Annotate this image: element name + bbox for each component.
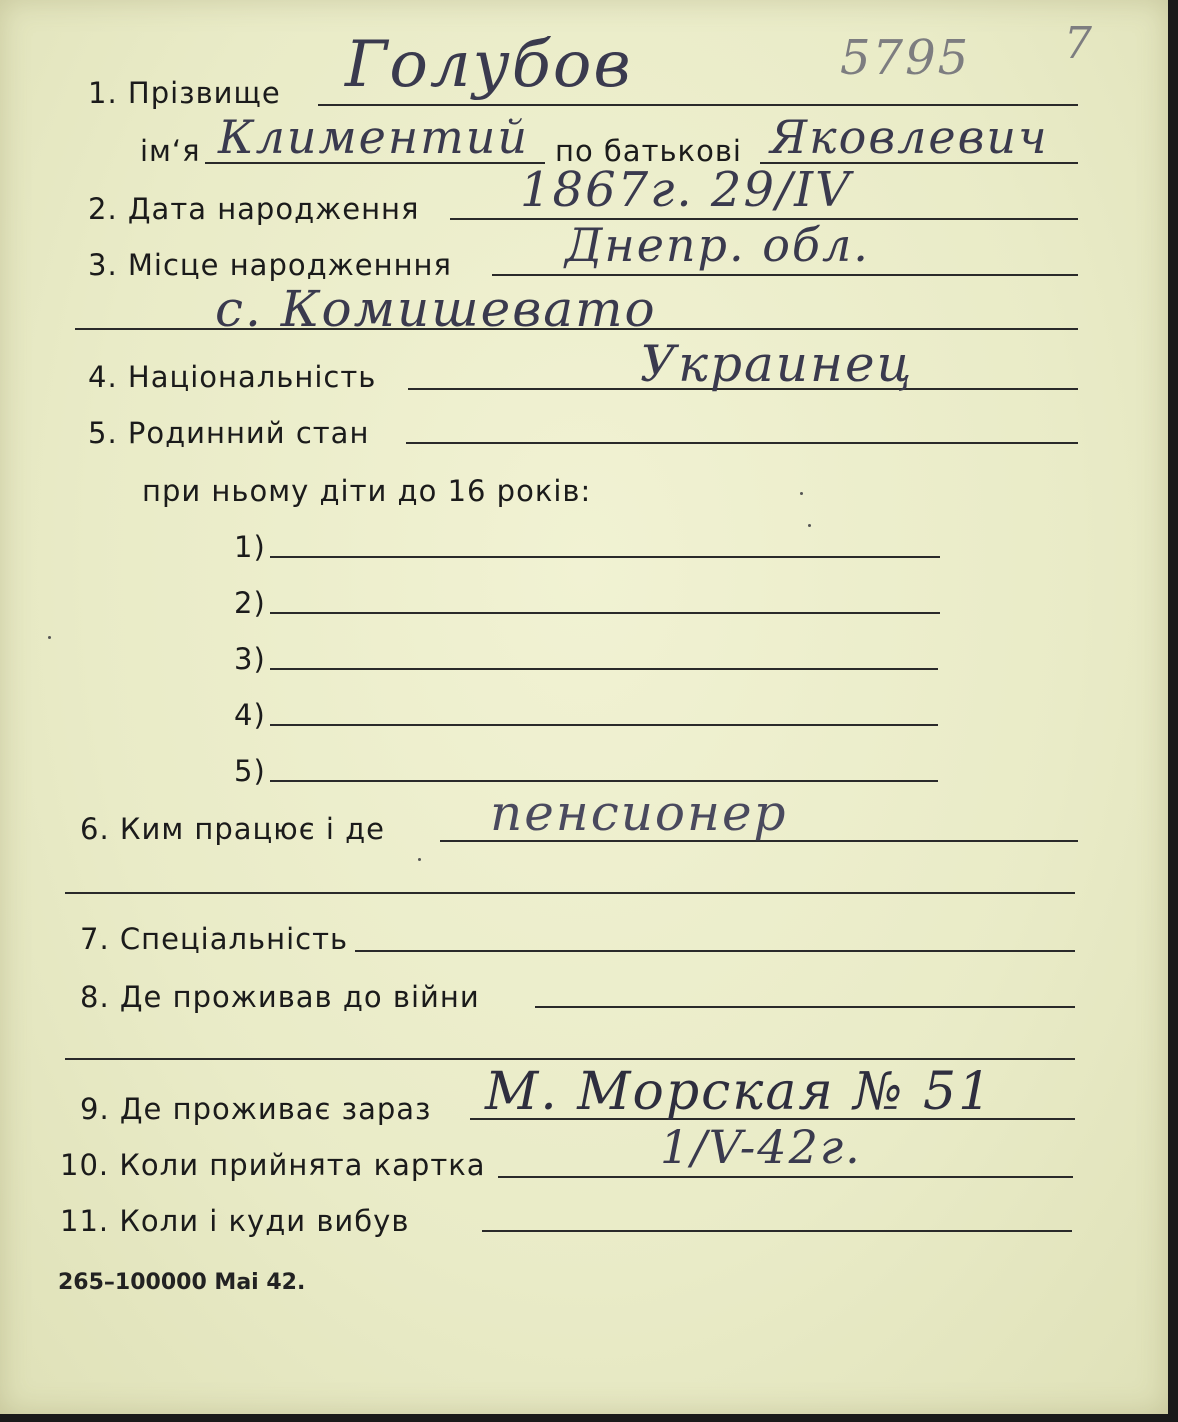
paper-speck (800, 492, 803, 495)
child-4-label: 4) (234, 698, 266, 732)
label-departure: 11. Коли і куди вибув (60, 1204, 410, 1238)
birth-place-value-2: с. Комишевато (215, 280, 657, 338)
label-birth-date: 2. Дата народження (88, 192, 420, 226)
paper-speck (48, 636, 51, 639)
line-specialty (355, 950, 1075, 952)
print-mark: 265–100000 Mai 42. (58, 1270, 306, 1295)
label-name: ім‘я (140, 134, 201, 168)
line-birth-place (492, 274, 1078, 276)
child-3-label: 3) (234, 642, 266, 676)
label-surname: 1. Прізвище (88, 76, 281, 110)
birth-place-value-1: Днепр. обл. (565, 218, 870, 272)
occupation-value: пенсионер (490, 784, 788, 842)
nationality-value: Украинец (640, 335, 914, 393)
child-5-line (270, 780, 938, 782)
child-2-label: 2) (234, 586, 266, 620)
label-current-residence: 9. Де проживає зараз (80, 1092, 432, 1126)
label-occupation: 6. Ким працює і де (80, 812, 386, 846)
label-specialty: 7. Спеціальність (80, 922, 349, 956)
label-prewar-residence: 8. Де проживав до війни (80, 980, 480, 1014)
card-number-mark: 7 (1064, 18, 1094, 69)
child-1-line (270, 556, 940, 558)
paper-speck (418, 858, 421, 861)
current-residence-value: М. Морская № 51 (485, 1062, 994, 1122)
label-nationality: 4. Національність (88, 360, 377, 394)
child-3-line (270, 668, 938, 670)
child-4-line (270, 724, 938, 726)
card-accepted-value: 1/V-42г. (660, 1120, 862, 1174)
line-family-status (406, 442, 1078, 444)
line-card-accepted (498, 1176, 1073, 1178)
paper-speck (808, 524, 811, 527)
first-name-value: Климентий (218, 110, 530, 164)
label-children: при ньому діти до 16 років: (142, 474, 592, 508)
patronymic-value: Яковлевич (770, 110, 1049, 164)
line-occupation-2 (65, 892, 1075, 894)
label-card-accepted: 10. Коли прийнята картка (60, 1148, 486, 1182)
line-surname (318, 104, 1078, 106)
label-birth-place: 3. Місце народженння (88, 248, 452, 282)
child-1-label: 1) (234, 530, 266, 564)
line-prewar-residence-2 (65, 1058, 1075, 1060)
line-prewar-residence (535, 1006, 1075, 1008)
child-2-line (270, 612, 940, 614)
label-patronymic: по батькові (555, 134, 742, 168)
label-family-status: 5. Родинний стан (88, 416, 370, 450)
surname-value: Голубов (345, 28, 633, 102)
child-5-label: 5) (234, 754, 266, 788)
line-departure (482, 1230, 1072, 1232)
birth-date-value: 1867г. 29/IV (520, 162, 852, 218)
card-number: 5795 (840, 30, 971, 86)
